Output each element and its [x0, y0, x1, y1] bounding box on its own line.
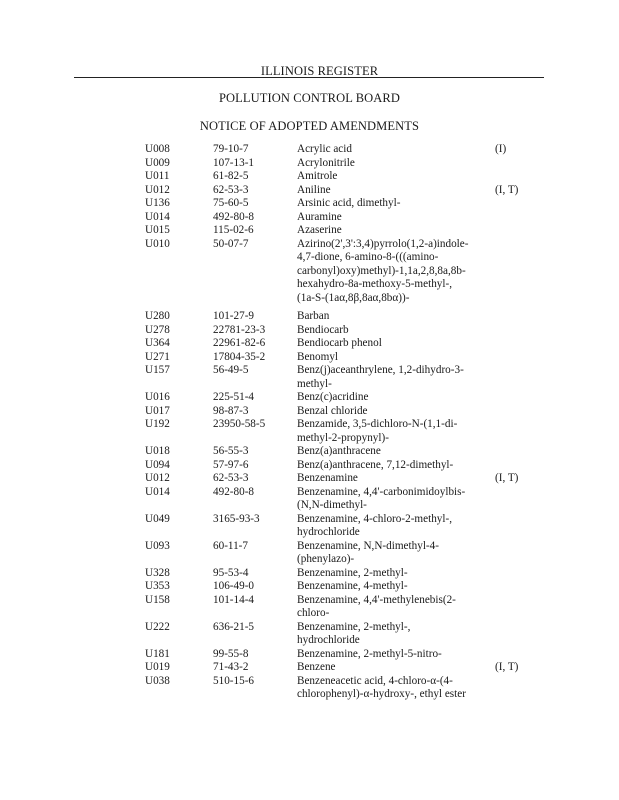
waste-code: U094	[145, 458, 170, 471]
substance-name: Barban	[297, 310, 330, 322]
waste-code: U158	[145, 593, 170, 606]
table-row	[145, 364, 525, 391]
table-row	[145, 405, 525, 419]
waste-code: U018	[145, 445, 170, 457]
table-row	[145, 143, 525, 157]
substance-name: Benz(a)anthracene	[297, 445, 381, 457]
waste-code: U328	[145, 566, 170, 579]
board-title: POLLUTION CONTROL BOARD	[219, 91, 400, 105]
table-row	[145, 224, 525, 238]
substance-name: Benomyl	[297, 350, 339, 363]
table-row	[145, 580, 525, 594]
table-row	[145, 459, 525, 473]
substance-name: Benzenamine, 4,4'-carbonimidoylbis- (N,N-dimethyl-	[297, 485, 466, 511]
table-row	[145, 157, 525, 171]
waste-code: U157	[145, 364, 170, 376]
substance-name: Benz(c)acridine	[297, 391, 369, 403]
table-row	[145, 621, 525, 648]
substance-name: Amitrole	[297, 170, 338, 182]
table-row	[145, 170, 525, 184]
cas-number: 98-87-3	[213, 404, 249, 417]
cas-number: 57-97-6	[213, 458, 249, 471]
waste-code: U278	[145, 323, 170, 336]
table-row	[145, 351, 525, 365]
substance-name: Benzenamine, 2-methyl-, hydrochloride	[297, 620, 411, 646]
waste-code: U016	[145, 391, 170, 403]
cas-number: 99-55-8	[213, 647, 249, 660]
substance-name: Benzeneacetic acid, 4-chloro-α-(4- chlorophenyl)-α-hydroxy-, ethyl ester	[297, 674, 466, 700]
waste-code: U280	[145, 310, 170, 322]
cas-number: 56-49-5	[213, 364, 249, 376]
hazard-code: (I, T)	[495, 661, 519, 673]
table-row	[145, 337, 525, 351]
waste-code: U271	[145, 350, 170, 363]
substance-name: Bendiocarb	[297, 323, 349, 336]
table-row	[145, 310, 525, 324]
substance-name: Benz(j)aceanthrylene, 1,2-dihydro-3- methyl-	[297, 364, 464, 390]
waste-code: U010	[145, 237, 170, 250]
cas-number: 106-49-0	[213, 580, 255, 592]
waste-code: U093	[145, 539, 170, 552]
cas-number: 79-10-7	[213, 143, 249, 155]
cas-number: 115-02-6	[213, 224, 254, 236]
cas-number: 22961-82-6	[213, 337, 266, 349]
waste-code-table	[145, 143, 525, 702]
cas-number: 23950-58-5	[213, 418, 266, 430]
waste-code: U136	[145, 197, 170, 209]
cas-number: 71-43-2	[213, 661, 249, 673]
cas-number: 95-53-4	[213, 566, 249, 579]
waste-code: U353	[145, 580, 170, 592]
register-title: ILLINOIS REGISTER	[260, 64, 379, 78]
waste-code: U015	[145, 224, 170, 236]
table-row	[145, 238, 525, 306]
cas-number: 75-60-5	[213, 197, 249, 209]
hazard-code: (I, T)	[495, 472, 519, 484]
substance-name: Benzal chloride	[297, 404, 368, 417]
table-row	[145, 540, 525, 567]
cas-number: 62-53-3	[213, 472, 249, 484]
table-row	[145, 567, 525, 581]
waste-code: U192	[145, 418, 170, 430]
substance-name: Aniline	[297, 183, 331, 196]
substance-name: Benzenamine, 2-methyl-5-nitro-	[297, 647, 442, 660]
table-row	[145, 391, 525, 405]
hazard-code: (I)	[495, 143, 507, 155]
cas-number: 17804-35-2	[213, 350, 266, 363]
substance-name: Bendiocarb phenol	[297, 337, 382, 349]
table-row	[145, 211, 525, 225]
cas-number: 107-13-1	[213, 156, 255, 169]
waste-code: U181	[145, 647, 170, 660]
substance-name: Benzenamine, 4-chloro-2-methyl-, hydrochloride	[297, 512, 453, 538]
substance-name: Acrylic acid	[297, 143, 352, 155]
substance-name: Benzene	[297, 661, 336, 673]
cas-number: 62-53-3	[213, 183, 249, 196]
cas-number: 510-15-6	[213, 674, 255, 687]
cas-number: 22781-23-3	[213, 323, 266, 336]
waste-code: U014	[145, 210, 170, 223]
substance-name: Azaserine	[297, 224, 342, 236]
table-row	[145, 184, 525, 198]
waste-code: U038	[145, 674, 170, 687]
cas-number: 61-82-5	[213, 170, 249, 182]
cas-number: 56-55-3	[213, 445, 249, 457]
cas-number: 3165-93-3	[213, 512, 260, 525]
substance-name: Benz(a)anthracene, 7,12-dimethyl-	[297, 458, 454, 471]
substance-name: Benzenamine, 4-methyl-	[297, 580, 408, 592]
notice-title: NOTICE OF ADOPTED AMENDMENTS	[199, 119, 420, 133]
waste-code: U222	[145, 620, 170, 633]
table-row	[145, 675, 525, 702]
waste-code: U009	[145, 156, 170, 169]
substance-name: Benzenamine	[297, 472, 358, 484]
waste-code: U049	[145, 512, 170, 525]
waste-code: U017	[145, 404, 170, 417]
substance-name: Auramine	[297, 210, 342, 223]
table-row	[145, 594, 525, 621]
substance-name: Benzenamine, 2-methyl-	[297, 566, 408, 579]
waste-code: U011	[145, 170, 170, 182]
cas-number: 60-11-7	[213, 539, 249, 552]
table-row	[145, 472, 525, 486]
waste-code: U012	[145, 472, 170, 484]
table-row	[145, 197, 525, 211]
hazard-code: (I, T)	[495, 183, 519, 196]
waste-code: U364	[145, 337, 170, 349]
substance-name: Arsinic acid, dimethyl-	[297, 197, 401, 209]
waste-code: U008	[145, 143, 170, 155]
table-row	[145, 418, 525, 445]
table-row	[145, 648, 525, 662]
cas-number: 492-80-8	[213, 485, 255, 498]
waste-code: U012	[145, 183, 170, 196]
cas-number: 101-14-4	[213, 593, 255, 606]
cas-number: 50-07-7	[213, 237, 249, 250]
substance-name: Acrylonitrile	[297, 156, 355, 169]
table-row	[145, 513, 525, 540]
table-row	[145, 324, 525, 338]
table-row	[145, 661, 525, 675]
waste-code: U014	[145, 485, 170, 498]
cas-number: 225-51-4	[213, 391, 255, 403]
substance-name: Benzamide, 3,5-dichloro-N-(1,1-di- methyl-2-propynyl)-	[297, 418, 458, 444]
substance-name: Benzenamine, N,N-dimethyl-4- (phenylazo)-	[297, 539, 439, 565]
substance-name: Benzenamine, 4,4'-methylenebis(2- chloro-	[297, 593, 456, 619]
waste-code: U019	[145, 661, 170, 673]
cas-number: 636-21-5	[213, 620, 255, 633]
cas-number: 101-27-9	[213, 310, 255, 322]
table-row	[145, 445, 525, 459]
table-row	[145, 486, 525, 513]
cas-number: 492-80-8	[213, 210, 255, 223]
substance-name: Azirino(2',3':3,4)pyrrolo(1,2-a)indole- 4,7-dione, 6-amino-8-(((amino- carbonyl)oxy)methyl)-1,1a,2,8,8a,8b- hexahydro-8a-methoxy-5-methyl-, (1a-S-(1aα,8β,8aα,8bα))-	[297, 237, 469, 304]
